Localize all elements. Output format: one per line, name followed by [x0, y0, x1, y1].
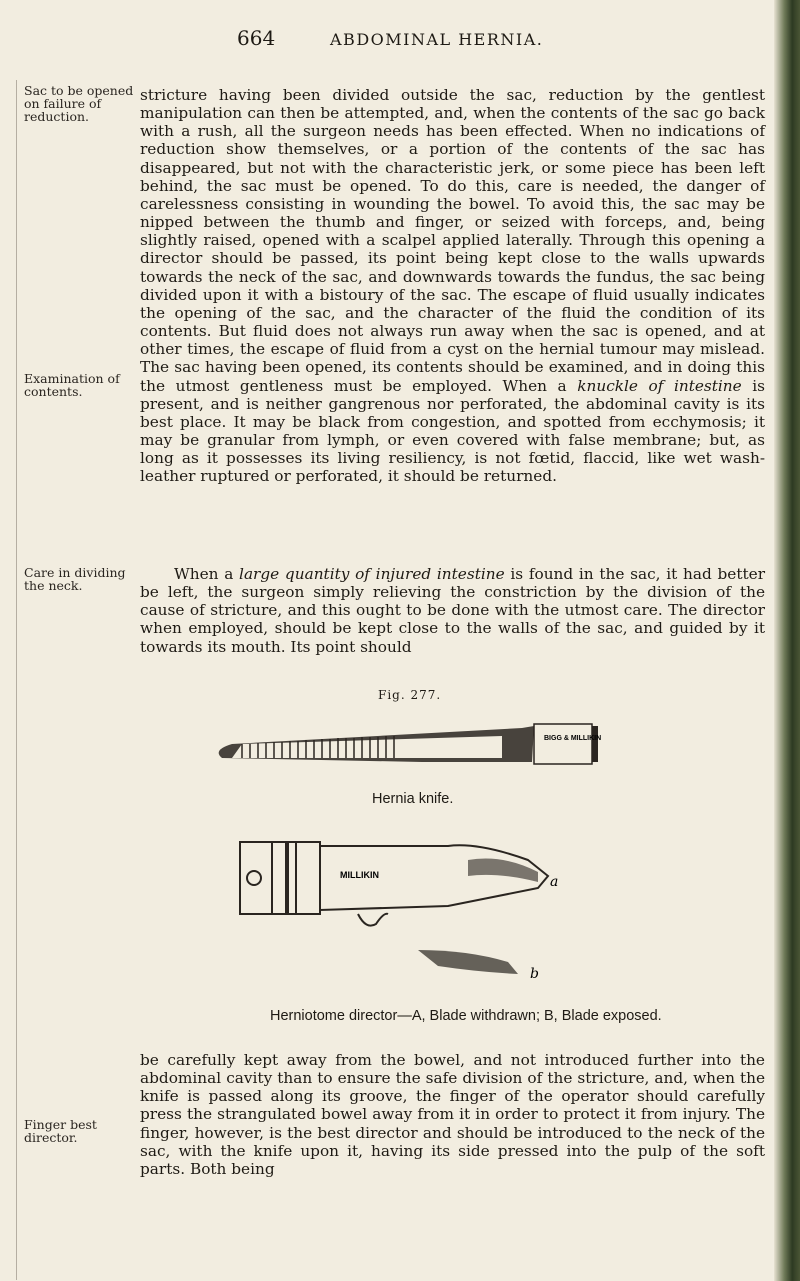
paragraph-2-part-1: When a: [174, 565, 240, 583]
page-number: 664: [237, 26, 276, 50]
herniotome-caption: Herniotome director—A, Blade withdrawn; B, Blade exposed.: [270, 1008, 662, 1024]
paragraph-3: be carefully kept away from the bowel, and not introduced further into the abdominal cavity than to ensure the safe division of the stricture, and, when the knife is passed along its groove, the finger of the operator should carefully press the strangulated bowel away from it in order to protect it from injury. The finger, however, is the best director and should be introduced to the neck of the sac, with the knife upon it, having its side pressed into the pulp of the soft parts. Both being: [140, 1051, 765, 1178]
running-title: ABDOMINAL HERNIA.: [330, 30, 544, 49]
paragraph-1: [140, 86, 765, 485]
page-header: [0, 26, 800, 56]
figure-label: Fig. 277.: [378, 688, 442, 702]
director-maker-stamp: MILLIKIN: [340, 870, 379, 880]
side-note-care-dividing: Care in dividing the neck.: [24, 565, 126, 593]
hernia-knife-illustration: [202, 714, 632, 778]
hernia-knife-caption: Hernia knife.: [372, 791, 454, 807]
paragraph-1-part-1: stricture having been divided outside the sac, reduction by the gentlest manipulation can then be attempted, and, when the contents of the sac go back with a rush, all the surgeon needs has been effected. When no indications of reduction show themselves, or a portion of the contents of the sac has disappeared, but not with the characteristic jerk, or some piece has been left behind, the sac must be opened. To do this, care is needed, the danger of carelessness consisting in wounding the bowel. To avoid this, the sac may be nipped between the thumb and finger, or seized with forceps, and, being slightly raised, opened with a scalpel applied laterally. Through this opening a director should be passed, its point being kept close to the walls upwards towards the neck of the sac, and downwards towards the fundus, the sac being divided upon it with a bistoury of the sac. The escape of fluid usually indicates the opening of the sac, and the character of the fluid the condition of its contents. But fluid does not always run away when the sac is opened, and at other times, the escape of fluid from a cyst on the hernial tumour may mislead. The sac having been opened, its contents should be examined, and in doing this the utmost gentleness must be employed. When a: [140, 86, 765, 395]
side-note-examination: Examination of contents.: [24, 371, 120, 399]
director-label-b: b: [530, 966, 539, 982]
herniotome-director-illustration: [238, 832, 568, 992]
paragraph-2: [140, 565, 765, 656]
paragraph-2-part-2: is found in the sac, it had better be left, the surgeon simply relieving the constriction by the division of the cause of stricture, and this ought to be done with the utmost care. The director when employed, should be kept close to the walls of the sac, and guided by it towards its mouth. Its point should: [140, 565, 766, 656]
page-edge: [774, 0, 800, 1281]
paragraph-1-italic: knuckle of intestine: [577, 376, 742, 395]
knife-maker-stamp: BIGG & MILLIKIN: [544, 735, 602, 742]
margin-rule: [16, 80, 17, 1280]
side-note-finger-director: Finger best director.: [24, 1117, 97, 1145]
paragraph-1-part-2: is present, and is neither gangrenous nor perforated, the abdominal cavity is its best place. It may be black from congestion, and spotted from ecchymosis; it may be granular from lymph, or even covered with false membrane; but, as long as it possesses its living resiliency, is not fœtid, flaccid, like wet wash-leather ruptured or perforated, it should be returned.: [140, 376, 766, 486]
paragraph-2-italic: large quantity of injured intestine: [239, 565, 505, 583]
director-label-a: a: [550, 874, 559, 890]
side-note-sac-opened: Sac to be opened on failure of reduction.: [24, 83, 134, 124]
